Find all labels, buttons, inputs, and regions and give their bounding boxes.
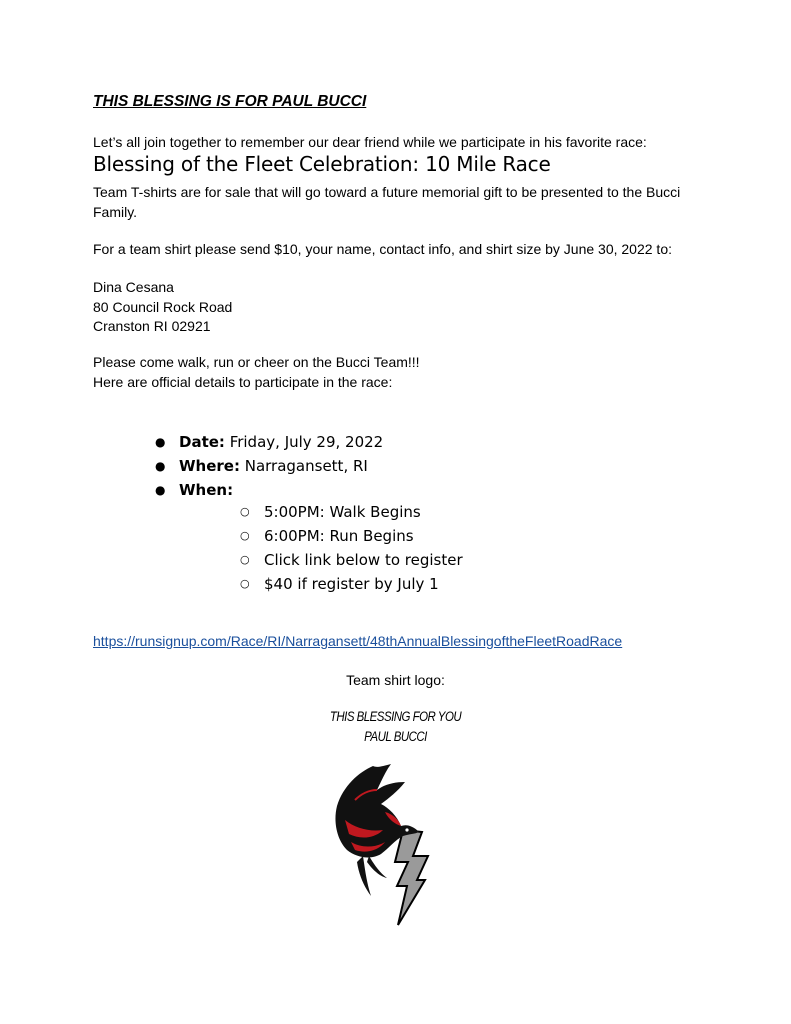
registration-link[interactable]: https://runsignup.com/Race/RI/Narragansett/48thAnnualBlessingoftheFleetRoadRace	[93, 633, 623, 649]
detail-date	[155, 430, 383, 454]
shirt-request-text: For a team shirt please send $10, your name, contact info, and shirt size by June 30, 2022 to:	[93, 241, 672, 257]
when-label: When:	[179, 481, 234, 499]
list-item	[240, 500, 463, 524]
list-item	[240, 572, 463, 596]
team-logo	[325, 760, 435, 930]
invite-line-2: Here are official details to participate in the race:	[93, 373, 393, 390]
list-item	[240, 548, 463, 572]
date-label: Date:	[179, 433, 225, 451]
bullet-icon: ●	[155, 483, 166, 497]
logo-caption-line-1: THIS BLESSING FOR YOU	[329, 709, 462, 724]
where-value: Narragansett, RI	[239, 457, 368, 475]
when-sublist	[240, 500, 463, 596]
address-street: 80 Council Rock Road	[93, 298, 233, 315]
when-item-text: Click link below to register	[264, 551, 463, 569]
race-details-list	[155, 430, 383, 502]
date-value: Friday, July 29, 2022	[224, 433, 384, 451]
invite-text	[93, 353, 420, 392]
bullet-icon: ●	[155, 459, 166, 473]
event-name: Blessing of the Fleet Celebration: 10 Mile Race	[93, 152, 551, 176]
circle-bullet-icon: ○	[240, 529, 250, 542]
list-item	[240, 524, 463, 548]
intro-text: Let’s all join together to remember our dear friend while we participate in his favorite race:	[93, 134, 647, 150]
circle-bullet-icon: ○	[240, 505, 250, 518]
when-item-text: 5:00PM: Walk Begins	[264, 503, 421, 521]
circle-bullet-icon: ○	[240, 577, 250, 590]
logo-label: Team shirt logo:	[346, 672, 445, 688]
when-item-text: 6:00PM: Run Begins	[264, 527, 414, 545]
address-name: Dina Cesana	[93, 279, 174, 295]
tshirt-paragraph: Team T-shirts are for sale that will go toward a future memorial gift to be presented to the Bucci Family.	[93, 184, 681, 220]
mailing-address	[93, 278, 232, 337]
circle-bullet-icon: ○	[240, 553, 250, 566]
where-label: Where:	[179, 457, 240, 475]
when-item-text: $40 if register by July 1	[264, 575, 439, 593]
invite-line-1: Please come walk, run or cheer on the Bucci Team!!!	[93, 354, 420, 370]
lightning-bolt-icon	[395, 830, 428, 925]
logo-caption-line-2: PAUL BUCCI	[364, 729, 427, 744]
logo-caption	[59, 707, 731, 747]
detail-when	[155, 478, 383, 502]
detail-where	[155, 454, 383, 478]
page-title: THIS BLESSING IS FOR PAUL BUCCI	[93, 93, 367, 110]
bullet-icon: ●	[155, 435, 166, 449]
address-city: Cranston RI 02921	[93, 318, 211, 334]
